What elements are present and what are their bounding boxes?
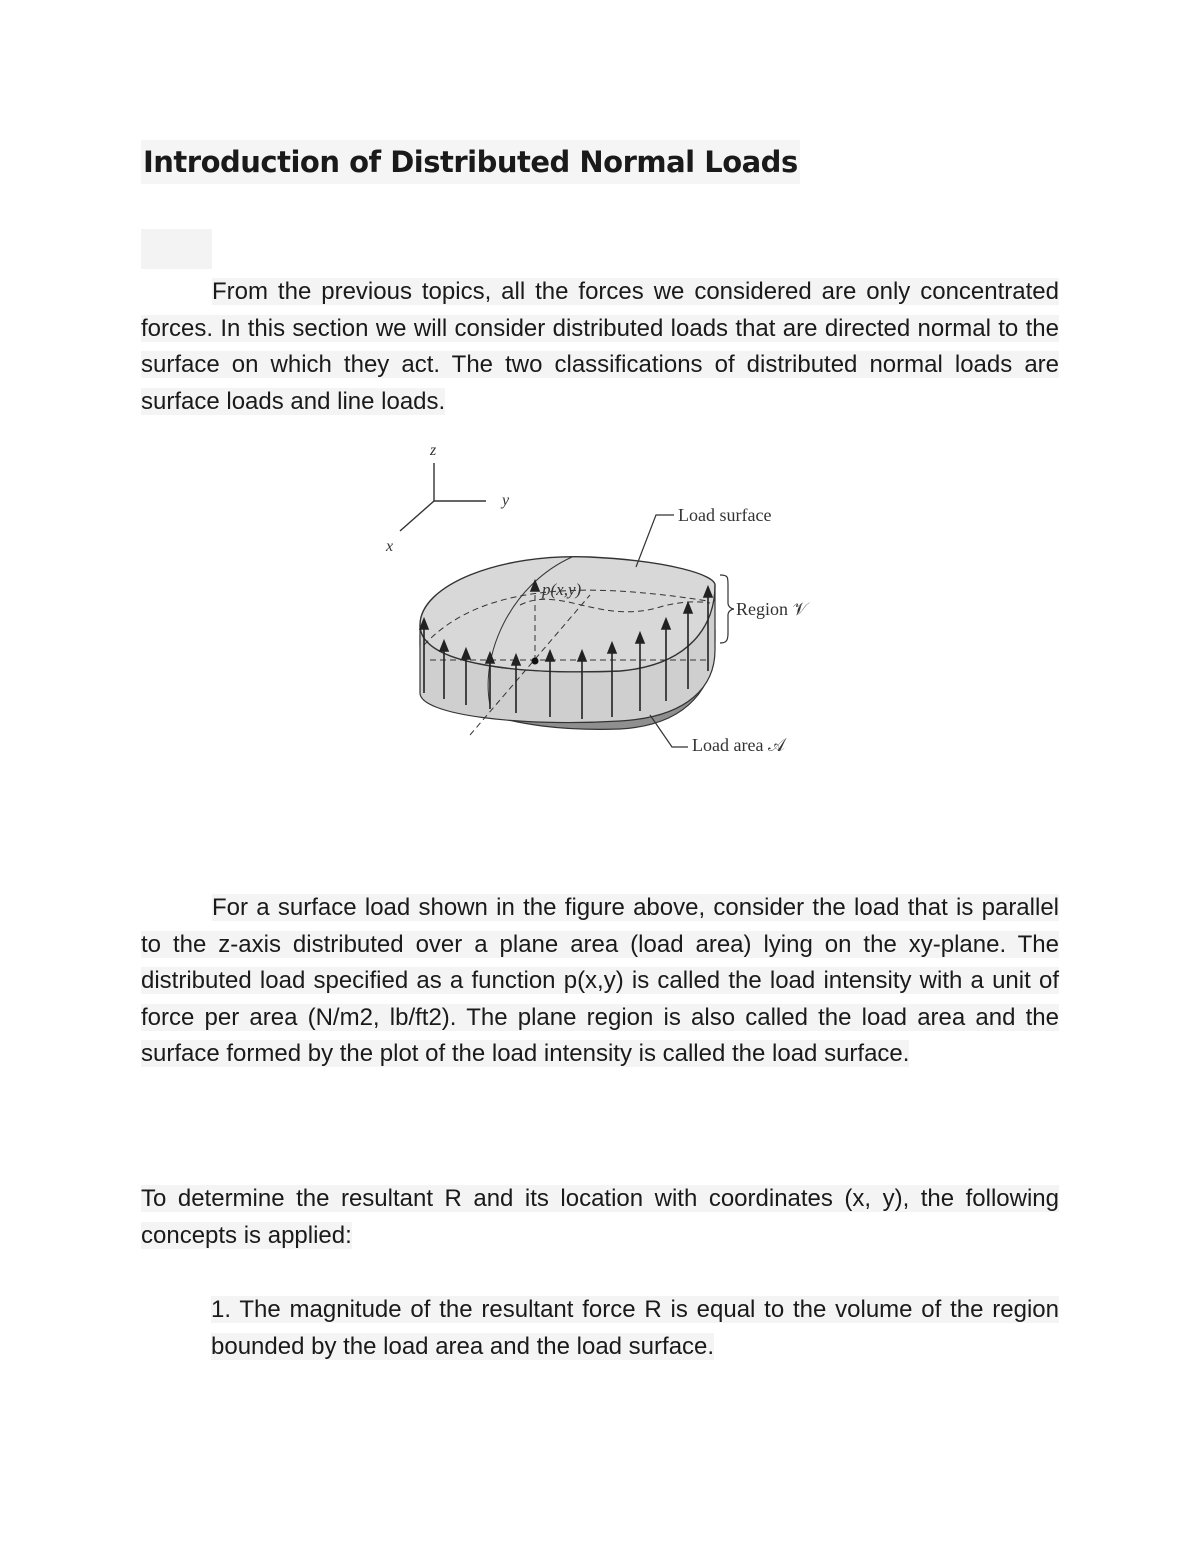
- resultant-text: To determine the resultant R and its location with coordinates (x, y), the following concepts is applied:: [141, 1185, 1059, 1249]
- surface-load-paragraph: [141, 890, 1059, 1073]
- axis-y-label: y: [502, 492, 510, 509]
- page-title: Introduction of Distributed Normal Loads: [141, 140, 800, 184]
- load-intensity-label: p(x,y): [542, 580, 582, 599]
- load-surface-leader: [636, 515, 674, 567]
- load-area-label: Load area 𝒜: [692, 735, 785, 755]
- distributed-load-figure: [360, 435, 840, 765]
- coordinate-axes: [400, 463, 486, 531]
- concept-item-1: [211, 1292, 1059, 1365]
- intro-text: From the previous topics, all the forces we considered are only concentrated forces. In this section we will consider distributed loads that are directed normal to the surface on which they act. The two classifications of distributed normal loads are surface loads and line loads.: [141, 278, 1059, 415]
- empty-highlight-block: [141, 229, 212, 269]
- concept-1-text: 1. The magnitude of the resultant force R is equal to the volume of the region bounded by the load area and the load surface.: [211, 1296, 1059, 1360]
- resultant-paragraph: [141, 1181, 1059, 1254]
- region-bracket: [720, 575, 734, 643]
- intro-paragraph: [141, 274, 1059, 420]
- axis-x-label: x: [386, 538, 394, 555]
- load-point: [532, 658, 539, 665]
- surface-load-text: For a surface load shown in the figure above, consider the load that is parallel to the z-axis distributed over a plane area (load area) lying on the xy-plane. The distributed load specified as a function p(x,y) is called the load intensity with a unit of force per area (N/m2, lb/ft2). The plane region is also called the load area and the surface formed by the plot of the load intensity is called the load surface.: [141, 894, 1059, 1067]
- load-surface-label: Load surface: [678, 505, 772, 525]
- axis-z-label: z: [430, 442, 437, 459]
- region-label: Region 𝒱: [736, 599, 808, 619]
